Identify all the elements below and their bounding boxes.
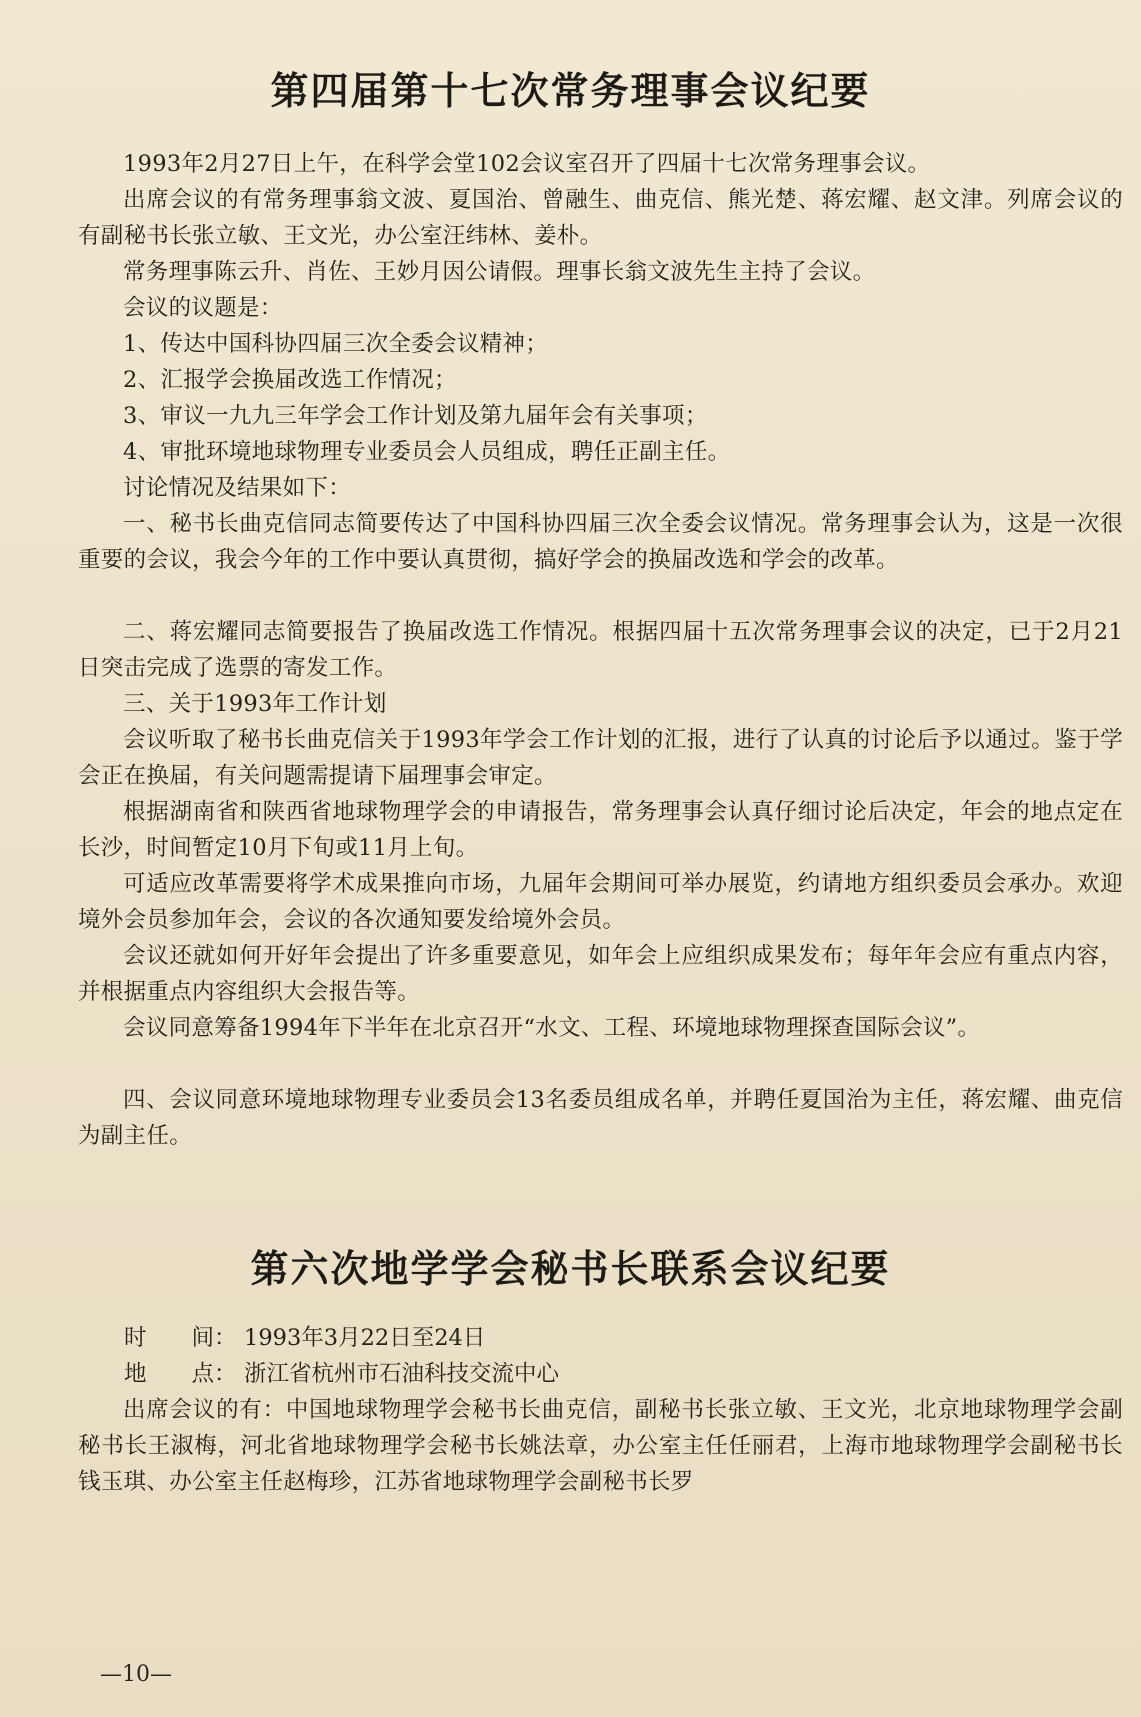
agenda-item: 3、审议一九九三年学会工作计划及第九届年会有关事项；: [123, 403, 708, 429]
paragraph: 会议同意筹备1994年下半年在北京召开“水文、工程、环境地球物理探查国际会议”。: [123, 1015, 981, 1041]
paragraph: 四、会议同意环境地球物理专业委员会13名委员组成名单，并聘任夏国治为主任，蒋宏耀、曲克信为副主任。: [78, 1087, 1123, 1149]
paragraph: 一、秘书长曲克信同志简要传达了中国科协四届三次全委会议情况。常务理事会认为，这是一次很重要的会议，我会今年的工作中要认真贯彻，搞好学会的换届改选和学会的改革。: [78, 511, 1123, 573]
meeting-time: [124, 1320, 485, 1356]
paragraph: 讨论情况及结果如下：: [123, 475, 352, 501]
paragraph: 三、关于1993年工作计划: [123, 691, 387, 717]
paragraph: 根据湖南省和陕西省地球物理学会的申请报告，常务理事会认真仔细讨论后决定，年会的地点定在长沙，时间暂定10月下旬或11月上旬。: [78, 799, 1123, 861]
section2-title: 第六次地学学会秘书长联系会议纪要: [250, 1247, 891, 1291]
paragraph: 1993年2月27日上午，在科学会堂102会议室召开了四届十七次常务理事会议。: [123, 151, 931, 177]
section1-title: 第四届第十七次常务理事会议纪要: [270, 69, 871, 113]
paragraph: 会议听取了秘书长曲克信关于1993年学会工作计划的汇报，进行了认真的讨论后予以通过。鉴于学会正在换届，有关问题需提请下届理事会审定。: [78, 727, 1123, 789]
agenda-item: 4、审批环境地球物理专业委员会人员组成，聘任正副主任。: [123, 439, 731, 465]
paragraph: 常务理事陈云升、肖佐、王妙月因公请假。理事长翁文波先生主持了会议。: [123, 259, 876, 285]
attendees-paragraph: 出席会议的有：中国地球物理学会秘书长曲克信，副秘书长张立敏、王文光，北京地球物理学会副秘书长王淑梅，河北省地球物理学会秘书长姚法章，办公室主任任丽君，上海市地球物理学会副秘书长钱玉琪、办公室主任赵梅珍，江苏省地球物理学会副秘书长罗: [78, 1397, 1123, 1495]
time-label: 时 间：: [124, 1325, 237, 1351]
paragraph: 会议还就如何开好年会提出了许多重要意见，如年会上应组织成果发布；每年年会应有重点内容，并根据重点内容组织大会报告等。: [78, 943, 1123, 1005]
paragraph: 出席会议的有常务理事翁文波、夏国治、曾融生、曲克信、熊光楚、蒋宏耀、赵文津。列席会议的有副秘书长张立敏、王文光，办公室汪纬林、姜朴。: [78, 187, 1123, 249]
place-value: 浙江省杭州市石油科技交流中心: [244, 1361, 560, 1387]
place-label: 地 点：: [124, 1361, 237, 1387]
agenda-item: 1、传达中国科协四届三次全委会议精神；: [123, 331, 549, 357]
paragraph: 会议的议题是：: [123, 295, 283, 321]
paragraph: 可适应改革需要将学术成果推向市场，九届年会期间可举办展览，约请地方组织委员会承办。欢迎境外会员参加年会，会议的各次通知要发给境外会员。: [78, 871, 1123, 933]
page-number: —10—: [100, 1662, 172, 1687]
agenda-item: 2、汇报学会换届改选工作情况；: [123, 367, 457, 393]
meeting-place: [124, 1356, 559, 1392]
paragraph: 二、蒋宏耀同志简要报告了换届改选工作情况。根据四届十五次常务理事会议的决定，已于2月21日突击完成了选票的寄发工作。: [78, 619, 1123, 681]
time-value: 1993年3月22日至24日: [244, 1325, 486, 1351]
